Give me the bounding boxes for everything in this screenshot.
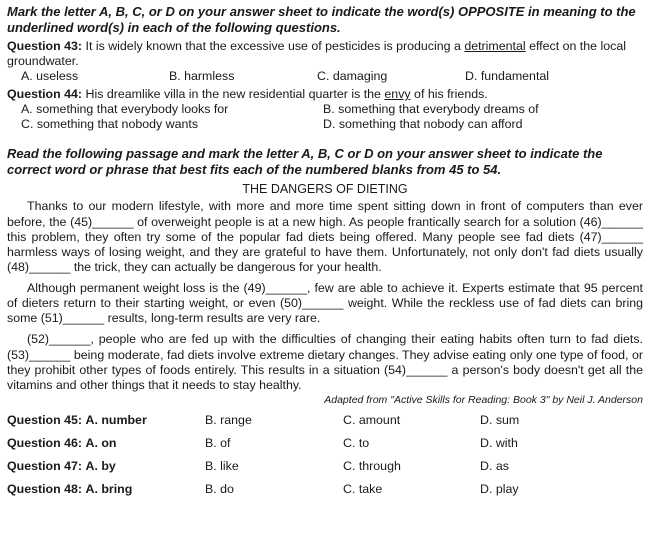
passage-paragraph-3: (52)______, people who are fed up with the difficulties of changing their eating habits often turn to fad diets. (53)______ being moderate, fad diets involve extreme dietary changes. They advise eating only one type of food, or they prohibit other types of foods entirely. This results in a situation (54)______ a person's body doesn't get all the vitamins and other things that it needs to stay healthy. bbox=[7, 332, 643, 392]
passage-source bbox=[7, 394, 643, 407]
option-a: A. on bbox=[85, 435, 117, 450]
answer-row-46 bbox=[7, 432, 643, 455]
answer-label: Question 46: bbox=[7, 435, 83, 450]
question-44-options bbox=[7, 102, 643, 132]
answer-options bbox=[7, 409, 643, 501]
option-a[interactable]: A. useless bbox=[21, 68, 79, 83]
option-a: A. by bbox=[85, 458, 116, 473]
question-44-text-post: of his friends. bbox=[414, 87, 488, 102]
answer-48-d[interactable]: D. play bbox=[480, 481, 519, 496]
answer-row-48 bbox=[7, 478, 643, 501]
passage-paragraph-2: Although permanent weight loss is the (49)______, few are able to achieve it. Experts estimate that 95 percent of dieters return to their starting weight, or even (50)______ weight. While the reckless use of fad diets can bring some (51)______ results, long-term results are very rare. bbox=[7, 281, 643, 326]
answer-45-d[interactable]: D. sum bbox=[480, 412, 520, 427]
answer-47-c[interactable]: C. through bbox=[343, 458, 401, 473]
answer-48-c[interactable]: C. take bbox=[343, 481, 383, 496]
option-d[interactable]: D. something that nobody can afford bbox=[323, 117, 523, 132]
question-43-underlined: detrimental bbox=[464, 38, 526, 53]
question-44-underlined: envy bbox=[384, 87, 411, 102]
answer-label: Question 47: bbox=[7, 458, 83, 473]
question-44 bbox=[7, 87, 643, 102]
question-43-text-post: effect on the local groundwater. bbox=[7, 38, 626, 68]
answer-45-c[interactable]: C. amount bbox=[343, 412, 401, 427]
answer-45-b[interactable]: B. range bbox=[205, 412, 252, 427]
exam-page bbox=[7, 4, 643, 501]
option-b[interactable]: B. harmless bbox=[169, 68, 235, 83]
answer-48-b[interactable]: B. do bbox=[205, 481, 234, 496]
passage-paragraph-1: Thanks to our modern lifestyle, with more and more time spent sitting down in front of computers than ever before, the (45)______ of overweight people is at a new high. As people frantically search for a solution (46)______ this problem, they often try some of the popular fad diets being offered. Many people see fad diets (47)______ harmless ways of losing weight, and they are grateful to have them. Unfortunately, not only don't fad diets usually (48)______ the trick, they can actually be dangerous for your health. bbox=[7, 199, 643, 274]
option-a: A. number bbox=[85, 412, 147, 427]
source-prefix: Adapted from " bbox=[324, 393, 394, 406]
answer-45-a[interactable] bbox=[7, 413, 205, 428]
answer-46-d[interactable]: D. with bbox=[480, 435, 518, 450]
option-a[interactable]: A. something that everybody looks for bbox=[21, 102, 229, 117]
option-c[interactable]: C. something that nobody wants bbox=[21, 117, 199, 132]
answer-46-c[interactable]: C. to bbox=[343, 435, 370, 450]
passage-title: THE DANGERS OF DIETING bbox=[242, 182, 408, 197]
question-44-label: Question 44: bbox=[7, 87, 83, 102]
answer-label: Question 45: bbox=[7, 412, 83, 427]
option-a: A. bring bbox=[85, 481, 133, 496]
instructions-opposite: Mark the letter A, B, C, or D on your answer sheet to indicate the word(s) OPPOSITE in meaning to the underlined word(s) in each of the following questions. bbox=[7, 4, 636, 35]
answer-48-a[interactable] bbox=[7, 482, 205, 497]
source-suffix: " by Neil J. Anderson bbox=[545, 393, 643, 406]
question-43-options bbox=[7, 69, 643, 84]
answer-row-45 bbox=[7, 409, 643, 432]
answer-46-a[interactable] bbox=[7, 436, 205, 451]
answer-47-b[interactable]: B. like bbox=[205, 458, 239, 473]
question-43-text-pre: It is widely known that the excessive use of pesticides is producing a bbox=[85, 38, 461, 53]
instructions-passage: Read the following passage and mark the letter A, B, C or D on your answer sheet to indicate the correct word or phrase that best fits each of the numbered blanks from 45 to 54. bbox=[7, 146, 603, 178]
answer-label: Question 48: bbox=[7, 481, 83, 496]
question-44-text-pre: His dreamlike villa in the new residential quarter is the bbox=[85, 87, 381, 102]
option-d[interactable]: D. fundamental bbox=[465, 68, 550, 83]
source-title: Active Skills for Reading: Book 3 bbox=[393, 393, 546, 406]
answer-47-d[interactable]: D. as bbox=[480, 458, 509, 473]
option-c[interactable]: C. damaging bbox=[317, 68, 388, 83]
answer-47-a[interactable] bbox=[7, 459, 205, 474]
answer-row-47 bbox=[7, 455, 643, 478]
question-43-label: Question 43: bbox=[7, 38, 83, 53]
question-43 bbox=[7, 39, 643, 69]
answer-46-b[interactable]: B. of bbox=[205, 435, 231, 450]
option-b[interactable]: B. something that everybody dreams of bbox=[323, 102, 539, 117]
